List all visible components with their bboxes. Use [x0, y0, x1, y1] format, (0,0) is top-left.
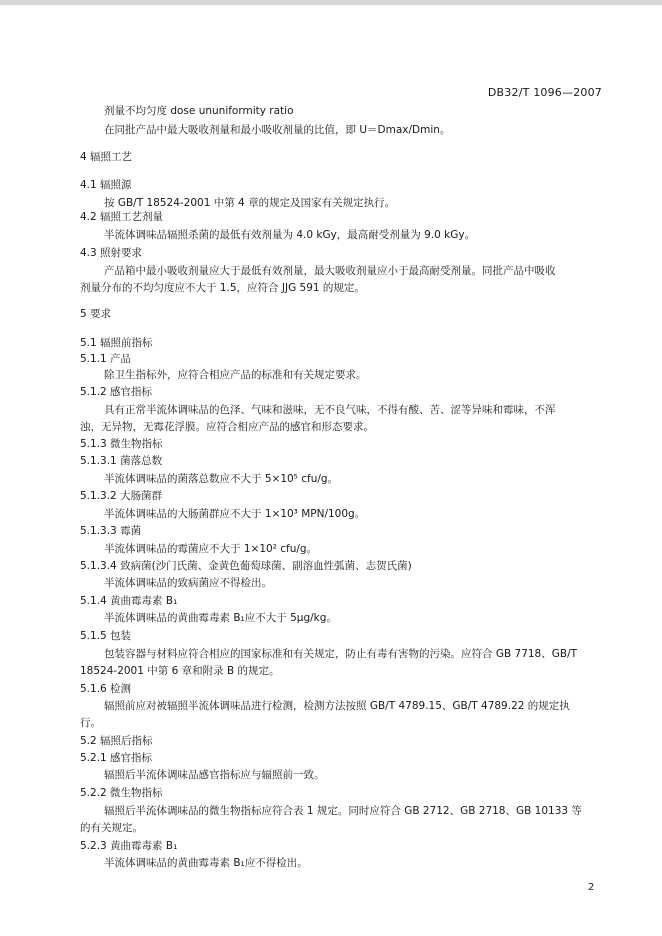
subsection-heading-5-1-1: 5.1.1 产品	[80, 353, 132, 365]
subsection-heading-5-2-1: 5.2.1 感官指标	[80, 752, 153, 764]
subsection-heading-5-2: 5.2 辐照后指标	[80, 735, 153, 747]
subsection-heading-4-1: 4.1 辐照源	[80, 179, 132, 191]
paragraph-5-1-1: 除卫生指标外，应符合相应产品的标准和有关规定要求。	[104, 369, 367, 381]
paragraph-4-3-line-1: 产品箱中最小吸收剂量应大于最低有效剂量，最大吸收剂量应小于最高耐受剂量。同批产品中吸收	[104, 265, 556, 277]
paragraph-5-2-1: 辐照后半流体调味品感官指标应与辐照前一致。	[104, 769, 325, 781]
paragraph-5-1-6-line-1: 辐照前应对被辐照半流体调味品进行检测，检测方法按照 GB/T 4789.15、GB/T 4789.22 的规定执	[104, 700, 570, 712]
paragraph-5-1-2-line-1: 具有正常半流体调味品的色泽、气味和滋味，无不良气味，不得有酸、苦、涩等异味和霉味，不浑	[104, 404, 556, 416]
paragraph-5-1-2-line-2: 浊，无异物，无霉花浮膜。应符合相应产品的感官和形态要求。	[80, 421, 374, 433]
section-heading-4: 4 辐照工艺	[80, 151, 133, 163]
paragraph-5-1-3-2: 半流体调味品的大肠菌群应不大于 1×10³ MPN/100g。	[104, 508, 366, 520]
paragraph-4-2: 半流体调味品辐照杀菌的最低有效剂量为 4.0 kGy，最高耐受剂量为 9.0 kGy。	[104, 229, 476, 241]
page-number: 2	[588, 882, 595, 893]
paragraph-5-1-3-4: 半流体调味品的致病菌应不得检出。	[104, 577, 272, 589]
paragraph-5-1-4: 半流体调味品的黄曲霉毒素 B₁应不大于 5μg/kg。	[104, 612, 337, 624]
subsection-heading-5-1-2: 5.1.2 感官指标	[80, 386, 153, 398]
subsection-heading-5-1-3-3: 5.1.3.3 霉菌	[80, 525, 142, 537]
term-definition: 在同批产品中最大吸收剂量和最小吸收剂量的比值，即 U＝Dmax/Dmin。	[104, 124, 451, 136]
paragraph-5-2-2-line-1: 辐照后半流体调味品的微生物指标应符合表 1 规定。同时应符合 GB 2712、GB 2718、GB 10133 等	[104, 805, 582, 817]
subsection-heading-5-1-3: 5.1.3 微生物指标	[80, 438, 163, 450]
subsection-heading-5-1: 5.1 辐照前指标	[80, 337, 153, 349]
subsection-heading-5-1-6: 5.1.6 检测	[80, 683, 132, 695]
top-scan-strip	[0, 0, 662, 5]
subsection-heading-5-1-3-1: 5.1.3.1 菌落总数	[80, 455, 163, 467]
paragraph-5-1-5-line-1: 包装容器与材料应符合相应的国家标准和有关规定，防止有毒有害物的污染。应符合 GB 7718、GB/T	[104, 648, 578, 660]
subsection-heading-4-2: 4.2 辐照工艺剂量	[80, 211, 164, 223]
subsection-heading-5-1-4: 5.1.4 黄曲霉毒素 B₁	[80, 595, 178, 607]
paragraph-5-1-3-3: 半流体调味品的霉菌应不大于 1×10² cfu/g。	[104, 543, 318, 555]
paragraph-5-2-2-line-2: 的有关规定。	[80, 822, 143, 834]
subsection-heading-4-3: 4.3 照射要求	[80, 247, 143, 259]
subsection-heading-5-1-3-4: 5.1.3.4 致病菌(沙门氏菌、金黄色葡萄球菌、副溶血性弧菌、志贺氏菌)	[80, 560, 412, 572]
subsection-heading-5-1-3-2: 5.1.3.2 大肠菌群	[80, 490, 163, 502]
subsection-heading-5-1-5: 5.1.5 包装	[80, 630, 132, 642]
term-title: 剂量不均匀度 dose ununiformity ratio	[104, 105, 294, 117]
paragraph-5-1-3-1: 半流体调味品的菌落总数应不大于 5×10⁵ cfu/g。	[104, 473, 339, 485]
subsection-heading-5-2-3: 5.2.3 黄曲霉毒素 B₁	[80, 840, 178, 852]
document-code: DB32/T 1096—2007	[487, 86, 602, 99]
paragraph-5-1-5-line-2: 18524-2001 中第 6 章和附录 B 的规定。	[80, 665, 280, 677]
paragraph-5-1-6-line-2: 行。	[80, 717, 101, 729]
paragraph-5-2-3: 半流体调味品的黄曲霉毒素 B₁应不得检出。	[104, 857, 308, 869]
paragraph-4-1: 按 GB/T 18524-2001 中第 4 章的规定及国家有关规定执行。	[104, 197, 396, 209]
subsection-heading-5-2-2: 5.2.2 微生物指标	[80, 787, 163, 799]
paragraph-4-3-line-2: 剂量分布的不均匀度应不大于 1.5，应符合 JJG 591 的规定。	[80, 282, 365, 294]
section-heading-5: 5 要求	[80, 308, 112, 320]
